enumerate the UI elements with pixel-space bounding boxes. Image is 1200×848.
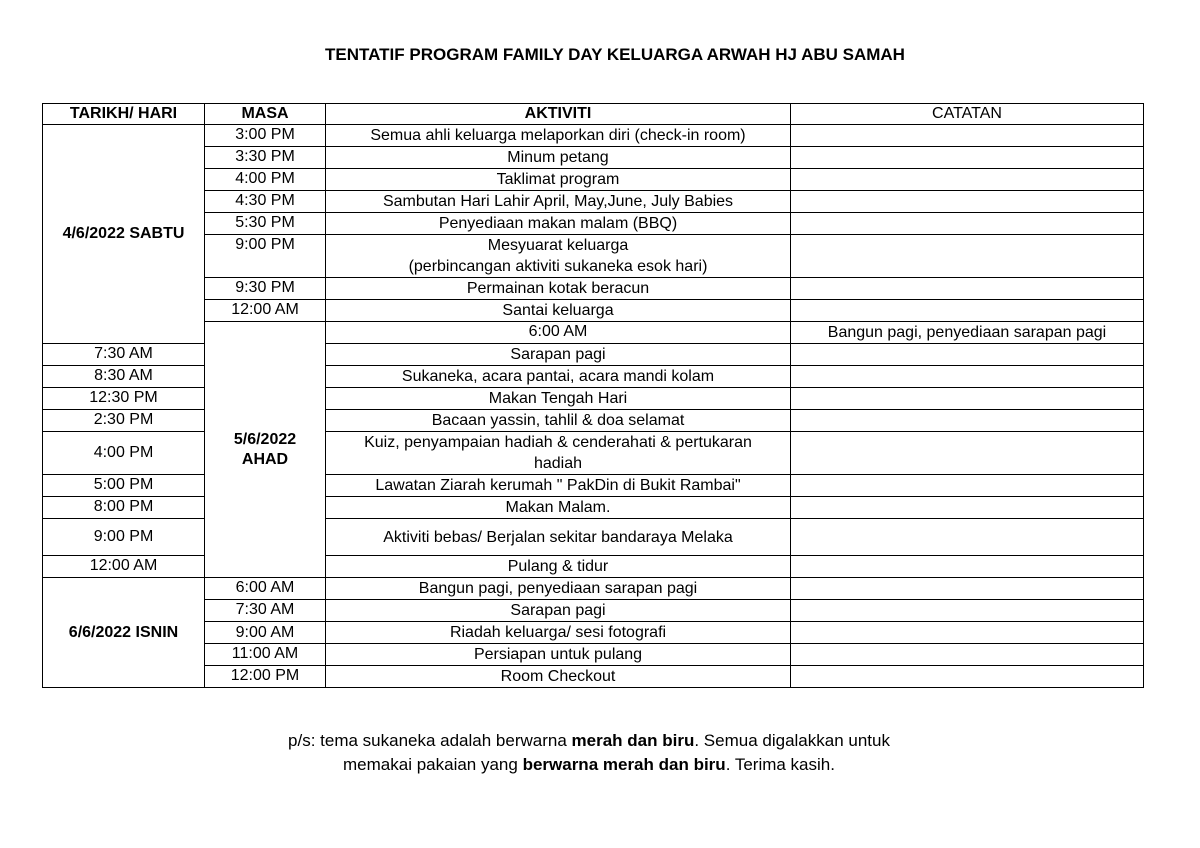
activity-cell: Bangun pagi, penyediaan sarapan pagi [791, 322, 1144, 344]
notes-cell [791, 300, 1144, 322]
activity-cell: Room Checkout [326, 666, 791, 688]
page-title: TENTATIF PROGRAM FAMILY DAY KELUARGA ARWAH HJ ABU SAMAH [325, 45, 905, 64]
time-cell: 12:00 AM [205, 300, 326, 322]
notes-cell [791, 213, 1144, 235]
time-cell: 12:30 PM [43, 388, 205, 410]
footnote-line-2 [0, 753, 1178, 777]
activity-cell: Sarapan pagi [326, 344, 791, 366]
time-cell: 3:00 PM [205, 125, 326, 147]
time-cell: 4:30 PM [205, 191, 326, 213]
activity-cell: Semua ahli keluarga melaporkan diri (check-in room) [326, 125, 791, 147]
notes-cell [791, 497, 1144, 519]
time-cell: 9:00 PM [43, 519, 205, 556]
activity-cell: Makan Malam. [326, 497, 791, 519]
time-cell: 6:00 AM [205, 578, 326, 600]
activity-cell: Permainan kotak beracun [326, 278, 791, 300]
day-name: SABTU [129, 225, 185, 242]
time-cell: 7:30 AM [43, 344, 205, 366]
notes-cell [791, 191, 1144, 213]
table-row [43, 213, 1144, 235]
notes-cell [791, 475, 1144, 497]
time-cell: 4:00 PM [43, 432, 205, 475]
footnote-text: p/s: tema sukaneka adalah berwarna [288, 731, 572, 750]
day-date: 4/6/2022 [62, 225, 125, 242]
header-notes: CATATAN [791, 104, 1144, 125]
day-cell-isnin [43, 578, 205, 688]
time-cell: 2:30 PM [43, 410, 205, 432]
notes-cell [791, 147, 1144, 169]
table-row [43, 622, 1144, 644]
footnote-emphasis: berwarna merah dan biru [522, 755, 726, 774]
notes-cell [791, 388, 1144, 410]
time-cell: 9:00 AM [205, 622, 326, 644]
activity-line: Kuiz, penyampaian hadiah & cenderahati & pertukaran [364, 434, 752, 451]
day-name: AHAD [241, 450, 289, 468]
activity-cell: Santai keluarga [326, 300, 791, 322]
notes-cell [791, 278, 1144, 300]
notes-cell [791, 169, 1144, 191]
activity-cell [326, 235, 791, 278]
activity-cell: Taklimat program [326, 169, 791, 191]
header-date: TARIKH/ HARI [43, 104, 205, 125]
notes-cell [791, 344, 1144, 366]
notes-cell [791, 410, 1144, 432]
notes-cell [791, 235, 1144, 278]
activity-cell: Sarapan pagi [326, 600, 791, 622]
activity-line: (perbincangan aktiviti sukaneka esok hari) [408, 258, 708, 275]
time-cell: 4:00 PM [205, 169, 326, 191]
time-cell: 9:30 PM [205, 278, 326, 300]
header-time: MASA [205, 104, 326, 125]
notes-cell [791, 578, 1144, 600]
header-row [43, 104, 1144, 125]
table-row [43, 191, 1144, 213]
footnote-text: . Terima kasih. [725, 755, 835, 774]
time-cell: 9:00 PM [205, 235, 326, 278]
activity-cell: Minum petang [326, 147, 791, 169]
table-row [43, 644, 1144, 666]
table-row [43, 666, 1144, 688]
time-cell: 11:00 AM [205, 644, 326, 666]
notes-cell [791, 366, 1144, 388]
activity-line: hadiah [533, 455, 583, 472]
table-row [43, 235, 1144, 278]
notes-cell [791, 666, 1144, 688]
activity-cell: Pulang & tidur [326, 556, 791, 578]
table-row [43, 147, 1144, 169]
schedule-table [42, 103, 1144, 688]
day-cell-ahad [205, 322, 326, 578]
day-name: ISNIN [135, 623, 179, 641]
activity-cell: Sambutan Hari Lahir April, May,June, July Babies [326, 191, 791, 213]
time-cell: 5:30 PM [205, 213, 326, 235]
time-cell: 12:00 PM [205, 666, 326, 688]
table-row [43, 125, 1144, 147]
notes-cell [791, 556, 1144, 578]
footnote-text: . Semua digalakkan untuk [694, 731, 890, 750]
time-cell: 8:00 PM [43, 497, 205, 519]
notes-cell [791, 622, 1144, 644]
activity-cell: Penyediaan makan malam (BBQ) [326, 213, 791, 235]
time-cell: 6:00 AM [326, 322, 791, 344]
notes-cell [791, 432, 1144, 475]
activity-cell: Persiapan untuk pulang [326, 644, 791, 666]
footnote-line-1 [0, 729, 1178, 753]
time-cell: 3:30 PM [205, 147, 326, 169]
footnote-text: memakai pakaian yang [343, 755, 523, 774]
notes-cell [791, 519, 1144, 556]
day-date: 5/6/2022 [233, 430, 297, 448]
activity-cell: Riadah keluarga/ sesi fotografi [326, 622, 791, 644]
footnote [0, 729, 1178, 777]
header-activity: AKTIVITI [326, 104, 791, 125]
footnote-emphasis: merah dan biru [571, 731, 695, 750]
day-cell-sabtu [43, 125, 205, 344]
activity-cell: Lawatan Ziarah kerumah " PakDin di Bukit Rambai" [326, 475, 791, 497]
table-row [43, 600, 1144, 622]
table-row [43, 278, 1144, 300]
time-cell: 7:30 AM [205, 600, 326, 622]
activity-cell [326, 432, 791, 475]
notes-cell [791, 600, 1144, 622]
table-row [43, 322, 1144, 344]
notes-cell [791, 125, 1144, 147]
time-cell: 12:00 AM [43, 556, 205, 578]
table-row [43, 169, 1144, 191]
table-row [43, 578, 1144, 600]
time-cell: 8:30 AM [43, 366, 205, 388]
activity-line: Mesyuarat keluarga [487, 237, 629, 254]
time-cell: 5:00 PM [43, 475, 205, 497]
activity-cell: Bacaan yassin, tahlil & doa selamat [326, 410, 791, 432]
activity-cell: Sukaneka, acara pantai, acara mandi kolam [326, 366, 791, 388]
day-date: 6/6/2022 [68, 623, 132, 641]
notes-cell [791, 644, 1144, 666]
activity-cell: Aktiviti bebas/ Berjalan sekitar bandaraya Melaka [326, 519, 791, 556]
table-row [43, 300, 1144, 322]
activity-cell: Bangun pagi, penyediaan sarapan pagi [326, 578, 791, 600]
activity-cell: Makan Tengah Hari [326, 388, 791, 410]
